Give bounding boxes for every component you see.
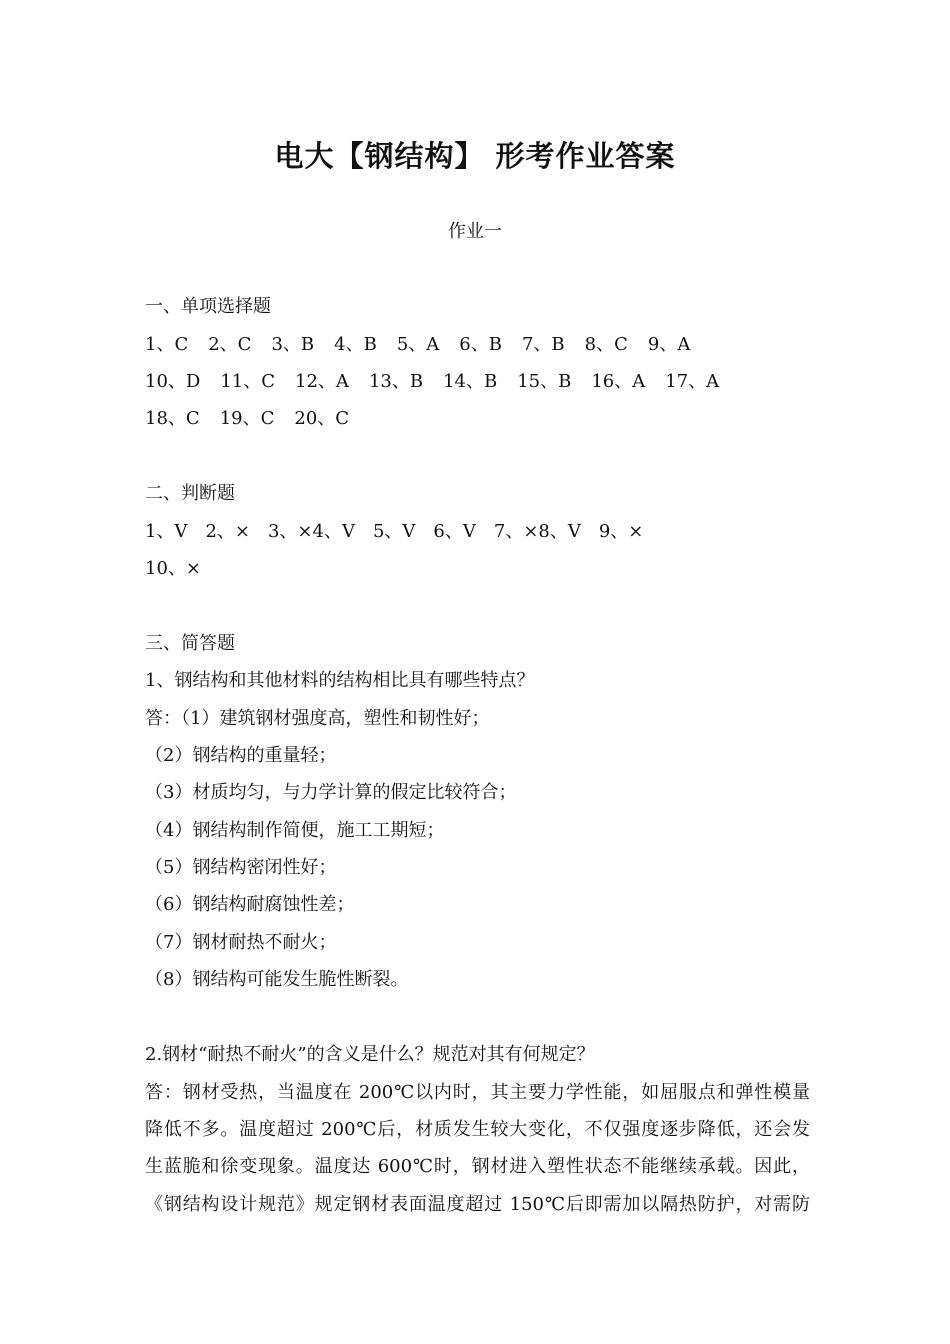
mc-answer-item: 20、C bbox=[294, 408, 350, 429]
tf-answer-row-1: 1、V 2、× 3、×4、V 5、V 6、V 7、×8、V 9、× bbox=[145, 521, 644, 542]
mc-answer-item: 14、B bbox=[443, 371, 498, 392]
mc-answer-item: 15、B bbox=[517, 371, 572, 392]
document-title: 电大【钢结构】 形考作业答案 bbox=[274, 139, 676, 173]
mc-answer-item: 17、A bbox=[665, 371, 720, 392]
mc-answer-row-2 bbox=[145, 369, 739, 395]
answer-1-line-4: （4）钢结构制作简便，施工工期短； bbox=[145, 820, 445, 841]
question-1: 1、钢结构和其他材料的结构相比具有哪些特点？ bbox=[145, 670, 535, 691]
answer-1-line-3: （3）材质均匀，与力学计算的假定比较符合； bbox=[145, 782, 517, 803]
section-heading-multiple-choice: 一、单项选择题 bbox=[145, 296, 271, 317]
answer-1-line-1: 答：（1）建筑钢材强度高，塑性和韧性好； bbox=[145, 708, 490, 729]
mc-answer-item: 19、C bbox=[219, 408, 275, 429]
mc-answer-item: 3、B bbox=[271, 334, 315, 355]
answer-1-line-7: （7）钢材耐热不耐火； bbox=[145, 932, 337, 953]
mc-answer-item: 12、A bbox=[295, 371, 349, 392]
mc-answer-item: 4、B bbox=[334, 334, 377, 355]
answer-2-line-1: 答：钢材受热，当温度在 200℃以内时，其主要力学性能，如屈服点和弹性模量 bbox=[145, 1082, 810, 1103]
mc-answer-item: 1、C bbox=[145, 334, 189, 355]
mc-answer-item: 16、A bbox=[591, 371, 646, 392]
mc-answer-item: 5、A bbox=[396, 334, 440, 355]
mc-answer-item: 18、C bbox=[145, 408, 200, 429]
mc-answer-item: 8、C bbox=[584, 334, 628, 355]
answer-1-line-8: （8）钢结构可能发生脆性断裂。 bbox=[145, 969, 409, 990]
mc-answer-row-3 bbox=[145, 406, 369, 432]
mc-answer-item: 7、B bbox=[521, 334, 565, 355]
assignment-subtitle: 作业一 bbox=[448, 221, 502, 242]
answer-2-line-2: 降低不多。温度超过 200℃后，材质发生较大变化，不仅强度逐步降低，还会发 bbox=[145, 1119, 810, 1140]
mc-answer-row-1 bbox=[145, 332, 710, 358]
mc-answer-item: 6、B bbox=[459, 334, 502, 355]
mc-answer-item: 9、A bbox=[647, 334, 691, 355]
mc-answer-item: 13、B bbox=[368, 371, 424, 392]
answer-1-line-6: （6）钢结构耐腐蚀性差； bbox=[145, 894, 355, 915]
tf-answer-row-2: 10、× bbox=[145, 558, 201, 579]
answer-1-line-5: （5）钢结构密闭性好； bbox=[145, 857, 337, 878]
section-heading-short-answer: 三、简答题 bbox=[145, 633, 235, 654]
section-heading-true-false: 二、判断题 bbox=[145, 483, 235, 504]
question-2: 2.钢材“耐热不耐火”的含义是什么？规范对其有何规定？ bbox=[145, 1044, 595, 1065]
mc-answer-item: 2、C bbox=[208, 334, 252, 355]
mc-answer-item: 10、D bbox=[145, 371, 201, 392]
answer-1-line-2: （2）钢结构的重量轻； bbox=[145, 745, 337, 766]
answer-2-line-3: 生蓝脆和徐变现象。温度达 600℃时，钢材进入塑性状态不能继续承载。因此， bbox=[145, 1156, 810, 1177]
answer-2-line-4: 《钢结构设计规范》规定钢材表面温度超过 150℃后即需加以隔热防护，对需防 bbox=[145, 1194, 810, 1215]
mc-answer-item: 11、C bbox=[220, 371, 276, 392]
